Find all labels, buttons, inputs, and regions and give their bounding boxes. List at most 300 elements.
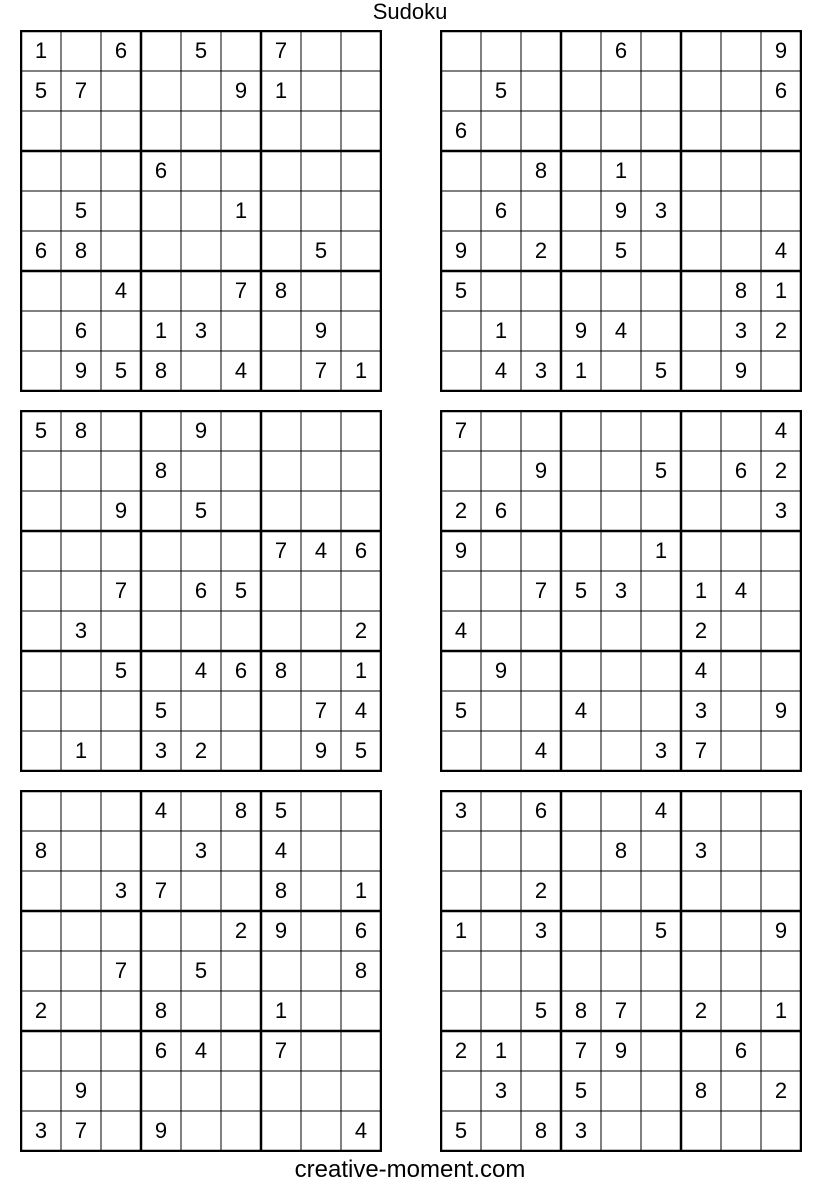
sudoku-cell	[761, 651, 801, 691]
sudoku-cell	[521, 831, 561, 871]
sudoku-cell: 9	[74, 1078, 88, 1103]
sudoku-cell	[261, 1071, 301, 1111]
sudoku-cell: 1	[494, 1038, 508, 1063]
sudoku-cell	[761, 731, 801, 771]
sudoku-cell: 8	[534, 1118, 548, 1143]
sudoku-cell	[681, 1031, 721, 1071]
sudoku-cell	[221, 231, 261, 271]
sudoku-cell	[561, 611, 601, 651]
sudoku-cell	[641, 151, 681, 191]
sudoku-cell	[601, 651, 641, 691]
sudoku-cell	[601, 911, 641, 951]
sudoku-cell	[21, 311, 61, 351]
sudoku-cell	[221, 611, 261, 651]
sudoku-cell: 9	[454, 238, 468, 263]
sudoku-cell	[221, 1071, 261, 1111]
sudoku-cell	[561, 831, 601, 871]
sudoku-cell	[641, 691, 681, 731]
sudoku-cell	[561, 731, 601, 771]
sudoku-cell	[181, 691, 221, 731]
sudoku-puzzle-6	[440, 790, 800, 1150]
sudoku-cell: 1	[74, 738, 88, 763]
sudoku-cell	[721, 951, 761, 991]
sudoku-cell	[721, 1071, 761, 1111]
sudoku-cell: 2	[454, 498, 468, 523]
sudoku-cell	[601, 531, 641, 571]
sudoku-cell: 7	[534, 578, 548, 603]
sudoku-cell: 4	[574, 698, 588, 723]
sudoku-cell: 5	[154, 698, 168, 723]
sudoku-cell: 4	[774, 238, 788, 263]
sudoku-cell: 7	[274, 538, 288, 563]
sudoku-cell	[601, 1111, 641, 1151]
sudoku-cell	[721, 191, 761, 231]
sudoku-cell	[341, 1031, 381, 1071]
sudoku-cell	[681, 151, 721, 191]
sudoku-cell: 4	[234, 358, 248, 383]
sudoku-cell	[141, 491, 181, 531]
sudoku-cell: 1	[694, 578, 708, 603]
sudoku-cell: 3	[734, 318, 748, 343]
sudoku-cell	[141, 71, 181, 111]
sudoku-cell: 1	[354, 878, 368, 903]
sudoku-cell	[681, 311, 721, 351]
sudoku-cell: 5	[114, 358, 128, 383]
sudoku-cell	[101, 1031, 141, 1071]
sudoku-cell	[61, 571, 101, 611]
sudoku-cell	[301, 71, 341, 111]
sudoku-cell	[441, 31, 481, 71]
sudoku-cell	[601, 871, 641, 911]
sudoku-cell	[601, 111, 641, 151]
sudoku-cell	[481, 531, 521, 571]
sudoku-cell	[101, 311, 141, 351]
sudoku-cell	[101, 451, 141, 491]
sudoku-cell	[681, 71, 721, 111]
sudoku-cell: 3	[694, 698, 708, 723]
sudoku-cell	[261, 731, 301, 771]
sudoku-cell	[141, 611, 181, 651]
sudoku-cell	[481, 911, 521, 951]
sudoku-cell: 3	[74, 618, 88, 643]
sudoku-cell	[561, 71, 601, 111]
sudoku-cell	[341, 491, 381, 531]
sudoku-cell	[21, 731, 61, 771]
sudoku-cell	[641, 311, 681, 351]
sudoku-cell	[261, 571, 301, 611]
sudoku-cell	[521, 111, 561, 151]
sudoku-cell: 5	[194, 958, 208, 983]
sudoku-cell	[221, 691, 261, 731]
sudoku-cell	[101, 151, 141, 191]
sudoku-cell: 6	[734, 1038, 748, 1063]
sudoku-cell	[301, 1111, 341, 1151]
sudoku-cell: 4	[274, 838, 288, 863]
sudoku-cell: 5	[74, 198, 88, 223]
sudoku-cell	[641, 231, 681, 271]
sudoku-cell	[481, 611, 521, 651]
sudoku-cell	[261, 231, 301, 271]
sudoku-cell: 5	[454, 278, 468, 303]
sudoku-cell: 5	[34, 418, 48, 443]
sudoku-cell: 5	[314, 238, 328, 263]
sudoku-cell	[641, 1071, 681, 1111]
sudoku-cell	[481, 731, 521, 771]
sudoku-puzzle-1	[20, 30, 380, 390]
sudoku-cell	[141, 531, 181, 571]
sudoku-cell	[261, 491, 301, 531]
sudoku-cell	[481, 791, 521, 831]
sudoku-cell	[61, 911, 101, 951]
sudoku-cell	[61, 531, 101, 571]
sudoku-cell	[641, 31, 681, 71]
sudoku-cell	[561, 651, 601, 691]
sudoku-cell	[21, 1031, 61, 1071]
sudoku-cell	[21, 271, 61, 311]
sudoku-cell	[101, 831, 141, 871]
sudoku-cell	[721, 1111, 761, 1151]
sudoku-cell	[761, 871, 801, 911]
sudoku-cell: 3	[154, 738, 168, 763]
sudoku-cell	[761, 1111, 801, 1151]
sudoku-cell: 4	[354, 1118, 368, 1143]
sudoku-cell: 3	[574, 1118, 588, 1143]
sudoku-cell: 7	[694, 738, 708, 763]
sudoku-cell: 9	[774, 918, 788, 943]
sudoku-cell: 1	[774, 998, 788, 1023]
sudoku-cell	[141, 1071, 181, 1111]
sudoku-cell: 3	[614, 578, 628, 603]
sudoku-cell	[641, 951, 681, 991]
sudoku-cell	[261, 691, 301, 731]
sudoku-cell	[21, 531, 61, 571]
sudoku-cell	[181, 151, 221, 191]
sudoku-cell: 5	[194, 498, 208, 523]
sudoku-cell	[521, 71, 561, 111]
sudoku-cell: 7	[454, 418, 468, 443]
sudoku-cell	[141, 951, 181, 991]
sudoku-cell	[521, 651, 561, 691]
sudoku-cell: 9	[574, 318, 588, 343]
sudoku-cell	[721, 831, 761, 871]
sudoku-cell	[761, 191, 801, 231]
sudoku-puzzle-3	[20, 410, 380, 770]
sudoku-cell	[641, 1111, 681, 1151]
sudoku-cell	[601, 491, 641, 531]
sudoku-cell: 2	[774, 318, 788, 343]
sudoku-cell	[61, 951, 101, 991]
sudoku-cell: 9	[774, 698, 788, 723]
sudoku-cell	[181, 271, 221, 311]
sudoku-cell	[681, 231, 721, 271]
sudoku-cell	[561, 191, 601, 231]
sudoku-cell: 1	[614, 158, 628, 183]
sudoku-cell	[481, 411, 521, 451]
sudoku-cell	[221, 31, 261, 71]
sudoku-cell	[521, 271, 561, 311]
sudoku-cell	[521, 691, 561, 731]
sudoku-cell	[561, 111, 601, 151]
sudoku-cell	[101, 911, 141, 951]
sudoku-cell: 9	[494, 658, 508, 683]
sudoku-cell	[61, 791, 101, 831]
sudoku-cell: 5	[574, 578, 588, 603]
sudoku-cell	[221, 451, 261, 491]
sudoku-cell	[721, 231, 761, 271]
sudoku-cell: 7	[274, 38, 288, 63]
sudoku-cell	[481, 871, 521, 911]
sudoku-cell	[301, 791, 341, 831]
sudoku-cell	[681, 191, 721, 231]
sudoku-cell	[301, 271, 341, 311]
sudoku-cell: 2	[354, 618, 368, 643]
sudoku-cell	[341, 231, 381, 271]
sudoku-cell	[141, 411, 181, 451]
sudoku-cell	[261, 951, 301, 991]
sudoku-cell	[221, 1111, 261, 1151]
sudoku-cell	[681, 31, 721, 71]
sudoku-cell: 4	[614, 318, 628, 343]
sudoku-cell	[21, 951, 61, 991]
sudoku-cell	[21, 351, 61, 391]
sudoku-cell: 8	[274, 278, 288, 303]
sudoku-cell	[61, 831, 101, 871]
sudoku-cell	[481, 31, 521, 71]
sudoku-cell	[61, 651, 101, 691]
sudoku-cell	[681, 111, 721, 151]
sudoku-cell	[481, 951, 521, 991]
sudoku-cell	[261, 451, 301, 491]
sudoku-cell: 9	[274, 918, 288, 943]
sudoku-cell	[61, 451, 101, 491]
sudoku-cell	[221, 951, 261, 991]
sudoku-cell	[441, 991, 481, 1031]
sudoku-cell: 3	[114, 878, 128, 903]
sudoku-cell: 9	[154, 1118, 168, 1143]
sudoku-cell	[761, 531, 801, 571]
sudoku-cell	[221, 871, 261, 911]
sudoku-cell	[481, 151, 521, 191]
sudoku-cell: 7	[114, 958, 128, 983]
sudoku-cell	[521, 191, 561, 231]
sudoku-cell: 7	[314, 698, 328, 723]
sudoku-cell: 3	[534, 918, 548, 943]
sudoku-cell	[681, 351, 721, 391]
sudoku-cell: 3	[694, 838, 708, 863]
sudoku-cell	[221, 311, 261, 351]
sudoku-cell: 4	[734, 578, 748, 603]
sudoku-cell: 7	[614, 998, 628, 1023]
sudoku-cell	[481, 451, 521, 491]
sudoku-cell	[441, 831, 481, 871]
sudoku-cell	[181, 451, 221, 491]
sudoku-cell	[721, 991, 761, 1031]
sudoku-cell	[21, 571, 61, 611]
sudoku-cell: 8	[74, 238, 88, 263]
sudoku-cell	[641, 611, 681, 651]
sudoku-cell	[21, 911, 61, 951]
sudoku-cell: 3	[654, 198, 668, 223]
sudoku-cell	[601, 951, 641, 991]
sudoku-cell: 5	[654, 458, 668, 483]
sudoku-cell	[221, 1031, 261, 1071]
sudoku-cell: 7	[74, 1118, 88, 1143]
sudoku-cell	[681, 451, 721, 491]
sudoku-cell: 2	[694, 998, 708, 1023]
sudoku-cell	[521, 31, 561, 71]
sudoku-cell	[341, 991, 381, 1031]
sudoku-cell	[441, 151, 481, 191]
sudoku-cell	[221, 831, 261, 871]
sudoku-cell	[681, 411, 721, 451]
sudoku-cell	[761, 791, 801, 831]
sudoku-cell	[341, 451, 381, 491]
sudoku-cell	[441, 71, 481, 111]
sudoku-cell: 6	[234, 658, 248, 683]
footer-website: creative-moment.com	[294, 1156, 526, 1183]
sudoku-cell	[101, 1111, 141, 1151]
sudoku-cell: 9	[614, 1038, 628, 1063]
sudoku-cell: 8	[274, 878, 288, 903]
sudoku-cell: 2	[774, 1078, 788, 1103]
sudoku-cell	[261, 411, 301, 451]
sudoku-cell	[761, 351, 801, 391]
sudoku-cell: 6	[534, 798, 548, 823]
sudoku-cell	[61, 991, 101, 1031]
sudoku-cell: 5	[354, 738, 368, 763]
sudoku-cell	[721, 611, 761, 651]
sudoku-cell: 8	[574, 998, 588, 1023]
sudoku-cell	[181, 71, 221, 111]
sudoku-cell: 7	[114, 578, 128, 603]
sudoku-cell	[221, 411, 261, 451]
sudoku-cell	[721, 731, 761, 771]
sudoku-cell	[521, 1071, 561, 1111]
sudoku-cell	[761, 831, 801, 871]
sudoku-cell	[61, 491, 101, 531]
sudoku-cell: 5	[614, 238, 628, 263]
sudoku-cell	[761, 111, 801, 151]
sudoku-cell: 9	[194, 418, 208, 443]
sudoku-cell: 1	[654, 538, 668, 563]
sudoku-cell: 2	[454, 1038, 468, 1063]
sudoku-cell: 9	[734, 358, 748, 383]
sudoku-cell	[301, 611, 341, 651]
sudoku-cell: 1	[574, 358, 588, 383]
sudoku-cell	[301, 831, 341, 871]
sudoku-cell: 4	[454, 618, 468, 643]
sudoku-cell: 3	[194, 838, 208, 863]
sudoku-cell: 4	[694, 658, 708, 683]
sudoku-cell	[181, 911, 221, 951]
sudoku-cell	[441, 651, 481, 691]
sudoku-cell: 2	[234, 918, 248, 943]
sudoku-cell	[101, 411, 141, 451]
sudoku-cell	[101, 531, 141, 571]
sudoku-puzzle-5	[20, 790, 380, 1150]
sudoku-cell	[601, 1071, 641, 1111]
sudoku-cell: 2	[34, 998, 48, 1023]
sudoku-cell	[301, 911, 341, 951]
sudoku-cell	[441, 451, 481, 491]
sudoku-cell	[721, 111, 761, 151]
sudoku-cell	[761, 611, 801, 651]
sudoku-cell: 4	[494, 358, 508, 383]
sudoku-cell	[341, 31, 381, 71]
sudoku-cell	[221, 731, 261, 771]
sudoku-cell	[761, 151, 801, 191]
sudoku-cell	[101, 1071, 141, 1111]
sudoku-cell	[601, 271, 641, 311]
sudoku-cell	[101, 111, 141, 151]
sudoku-cell	[181, 111, 221, 151]
sudoku-cell	[601, 411, 641, 451]
sudoku-cell	[341, 71, 381, 111]
sudoku-cell	[441, 871, 481, 911]
sudoku-cell	[561, 451, 601, 491]
sudoku-cell	[21, 791, 61, 831]
sudoku-cell	[61, 271, 101, 311]
sudoku-cell: 4	[354, 698, 368, 723]
sudoku-cell: 8	[354, 958, 368, 983]
sudoku-cell	[761, 951, 801, 991]
sudoku-cell	[721, 531, 761, 571]
sudoku-cell: 7	[234, 278, 248, 303]
sudoku-cell	[141, 831, 181, 871]
sudoku-cell	[601, 791, 641, 831]
sudoku-cell	[101, 691, 141, 731]
sudoku-cell: 5	[114, 658, 128, 683]
sudoku-cell	[721, 31, 761, 71]
sudoku-cell: 8	[34, 838, 48, 863]
sudoku-cell	[601, 731, 641, 771]
sudoku-cell	[301, 951, 341, 991]
sudoku-cell: 4	[654, 798, 668, 823]
sudoku-cell	[721, 871, 761, 911]
sudoku-cell	[601, 451, 641, 491]
sudoku-cell: 8	[154, 998, 168, 1023]
sudoku-cell	[261, 611, 301, 651]
sudoku-cell	[561, 31, 601, 71]
sudoku-cell: 8	[534, 158, 548, 183]
sudoku-cell	[141, 571, 181, 611]
sudoku-cell: 8	[614, 838, 628, 863]
sudoku-cell	[441, 951, 481, 991]
sudoku-cell	[681, 531, 721, 571]
sudoku-cell: 6	[354, 538, 368, 563]
sudoku-cell	[301, 451, 341, 491]
sudoku-cell: 3	[654, 738, 668, 763]
sudoku-cell: 7	[274, 1038, 288, 1063]
sudoku-puzzle-4	[440, 410, 800, 770]
sudoku-cell	[341, 571, 381, 611]
sudoku-cell	[21, 651, 61, 691]
sudoku-cell	[101, 191, 141, 231]
sudoku-cell	[301, 31, 341, 71]
sudoku-cell	[21, 611, 61, 651]
sudoku-cell	[481, 111, 521, 151]
sudoku-cell	[61, 871, 101, 911]
sudoku-cell: 6	[154, 1038, 168, 1063]
sudoku-cell	[221, 531, 261, 571]
sudoku-cell	[561, 871, 601, 911]
sudoku-cell	[181, 191, 221, 231]
sudoku-cell: 8	[234, 798, 248, 823]
sudoku-cell: 4	[314, 538, 328, 563]
sudoku-cell	[301, 991, 341, 1031]
sudoku-cell	[721, 651, 761, 691]
sudoku-cell: 5	[34, 78, 48, 103]
